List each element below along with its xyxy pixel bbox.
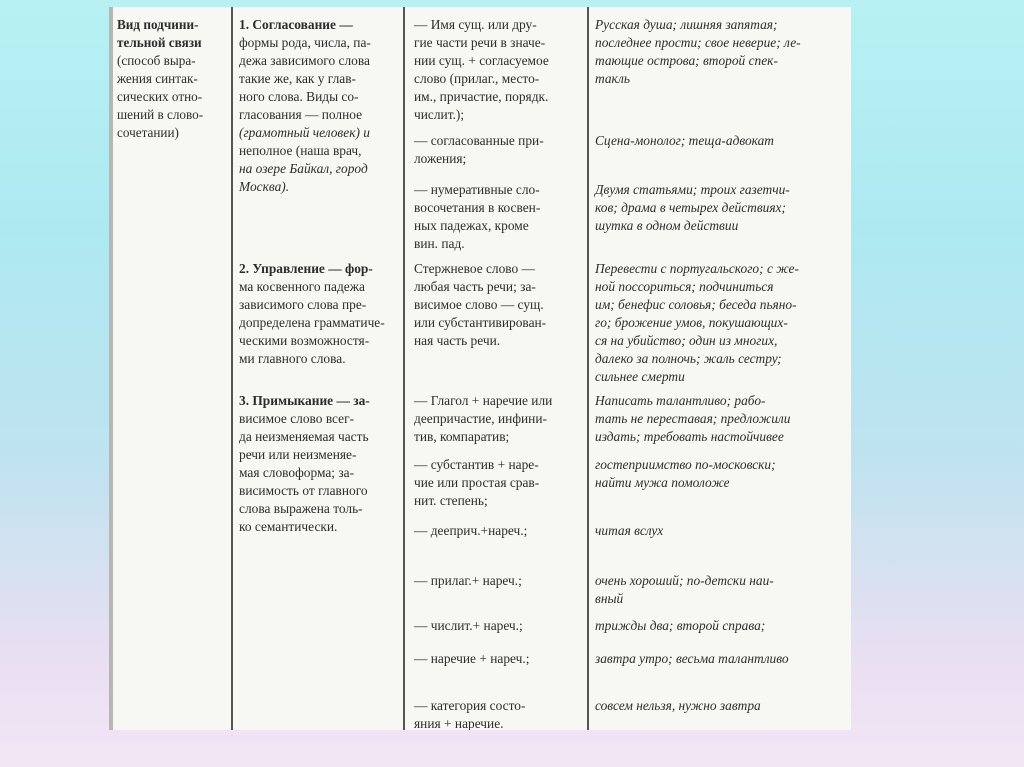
ex7-line-0: читая вслух [595, 523, 664, 538]
ex4-line-6: сильнее смерти [595, 369, 685, 384]
section1-line-3: ного слова. Виды со- [239, 89, 359, 104]
col3-b10-line-0: — категория состо- [414, 698, 526, 713]
col3-b0-line-3: слово (прилаг., место- [414, 71, 540, 86]
ex10-line-0: завтра утро; весьма талантливо [595, 651, 789, 666]
col3-b4-line-1: деепричастие, инфини- [414, 411, 547, 426]
section1-line-5: (грамотный человек) и [239, 125, 370, 140]
section3-line-4: висимость от главного [239, 483, 368, 498]
ex5-line-1: тать не переставая; предложили [595, 411, 791, 426]
col1-line-4: сических отно- [117, 89, 203, 104]
col3-b0-line-1: гие части речи в значе- [414, 35, 546, 50]
col3-b2-line-1: восочетания в косвен- [414, 200, 541, 215]
col1-line-3: жения синтак- [117, 71, 198, 86]
section1-line-1: дежа зависимого слова [239, 53, 370, 68]
section2-line-3: ческими возможностя- [239, 333, 370, 348]
ex3-line-2: шутка в одном действии [595, 218, 739, 233]
col1-line-0: Вид подчини- [117, 17, 199, 32]
col3-b4-line-0: — Глагол + наречие или [414, 393, 553, 408]
ex5-line-0: Написать талантливо; рабо- [595, 393, 766, 408]
col3-b1-line-1: ложения; [414, 151, 467, 166]
ex8-line-1: вный [595, 591, 624, 606]
ex11-line-0: совсем нельзя, нужно завтра [595, 698, 761, 713]
ex1-line-3: такль [595, 71, 630, 86]
col3-b3-line-0: Стержневое слово — [414, 261, 535, 276]
col3-b5-line-2: нит. степень; [414, 493, 488, 508]
section1-line-7: на озере Байкал, город [239, 161, 368, 176]
col1-line-1: тельной связи [117, 35, 202, 50]
scan-edge [109, 7, 113, 730]
section2-line-0: ма косвенного падежа [239, 279, 365, 294]
column-divider-2 [403, 7, 405, 730]
ex3-line-0: Двумя статьями; троих газетчи- [595, 182, 790, 197]
ex9-line-0: трижды два; второй справа; [595, 618, 766, 633]
section2-title: 2. Управление — фор- [239, 261, 373, 276]
col1-line-6: сочетании) [117, 125, 179, 140]
ex1-line-0: Русская душа; лишняя запятая; [595, 17, 778, 32]
col3-b0-line-5: числит.); [414, 107, 465, 122]
column-divider-3 [587, 7, 589, 730]
section1-line-2: такие же, как у глав- [239, 71, 356, 86]
section3-line-1: да неизменяемая часть [239, 429, 369, 444]
col3-b3-line-3: или субстантивирован- [414, 315, 547, 330]
col3-b3-line-1: любая часть речи; за- [414, 279, 536, 294]
ex8-line-0: очень хороший; по-детски наи- [595, 573, 774, 588]
section3-line-2: речи или неизменяе- [239, 447, 357, 462]
col3-b4-line-2: тив, компаратив; [414, 429, 510, 444]
col3-b0-line-0: — Имя сущ. или дру- [414, 17, 537, 32]
section3-title: 3. Примыкание — за- [239, 393, 370, 408]
section1-line-6: неполное (наша врач, [239, 143, 362, 158]
col3-b3-line-4: ная часть речи. [414, 333, 501, 348]
col1-line-5: шений в слово- [117, 107, 204, 122]
ex4-line-0: Перевести с португальского; с же- [595, 261, 799, 276]
col3-b9-line-0: — наречие + нареч.; [414, 651, 530, 666]
section1-line-4: гласования — полное [239, 107, 363, 122]
col1-line-2: (способ выра- [117, 53, 196, 68]
col3-b5-line-0: — субстантив + наре- [414, 457, 539, 472]
col3-b0-line-2: нии сущ. + согласуемое [414, 53, 549, 68]
col3-b0-line-4: им., причастие, порядк. [414, 89, 549, 104]
col3-b3-line-2: висимое слово — сущ. [414, 297, 544, 312]
ex4-line-5: далеко за полночь; жаль сестру; [595, 351, 782, 366]
col3-b1-line-0: — согласованные при- [414, 133, 544, 148]
col3-b10-line-1: яния + наречие. [414, 716, 504, 730]
ex4-line-1: ной поссориться; подчиниться [595, 279, 774, 294]
ex4-line-4: ся на убийство; один из многих, [595, 333, 778, 348]
col3-b6-line-0: — дееприч.+нареч.; [414, 523, 528, 538]
col3-b5-line-1: чие или простая срав- [414, 475, 540, 490]
ex4-line-3: го; брожение умов, покушающих- [595, 315, 788, 330]
section3-line-0: висимое слово всег- [239, 411, 355, 426]
section1-line-0: формы рода, числа, па- [239, 35, 371, 50]
ex6-line-0: гостеприимство по-московски; [595, 457, 776, 472]
ex1-line-2: тающие острова; второй спек- [595, 53, 778, 68]
ex5-line-2: издать; требовать настойчивее [595, 429, 784, 444]
section3-line-5: слова выражена толь- [239, 501, 363, 516]
col3-b2-line-2: ных падежах, кроме [414, 218, 529, 233]
col3-b2-line-3: вин. пад. [414, 236, 465, 251]
section3-line-3: мая словоформа; за- [239, 465, 355, 480]
section3-line-6: ко семантически. [239, 519, 338, 534]
section2-line-1: зависимого слова пре- [239, 297, 367, 312]
col3-b8-line-0: — числит.+ нареч.; [414, 618, 523, 633]
ex3-line-1: ков; драма в четырех действиях; [595, 200, 786, 215]
column-divider-1 [231, 7, 233, 730]
textbook-table-scan [109, 7, 851, 730]
col3-b7-line-0: — прилаг.+ нареч.; [414, 573, 522, 588]
ex6-line-1: найти мужа помоложе [595, 475, 730, 490]
col3-b2-line-0: — нумеративные сло- [414, 182, 540, 197]
section1-line-8: Москва). [239, 179, 290, 194]
section2-line-2: допределена грамматиче- [239, 315, 385, 330]
ex1-line-1: последнее прости; свое неверие; ле- [595, 35, 801, 50]
section1-title: 1. Согласование — [239, 17, 353, 32]
ex2-line-0: Сцена-монолог; теща-адвокат [595, 133, 774, 148]
section2-line-4: ми главного слова. [239, 351, 346, 366]
ex4-line-2: им; бенефис соловья; беседа пьяно- [595, 297, 797, 312]
